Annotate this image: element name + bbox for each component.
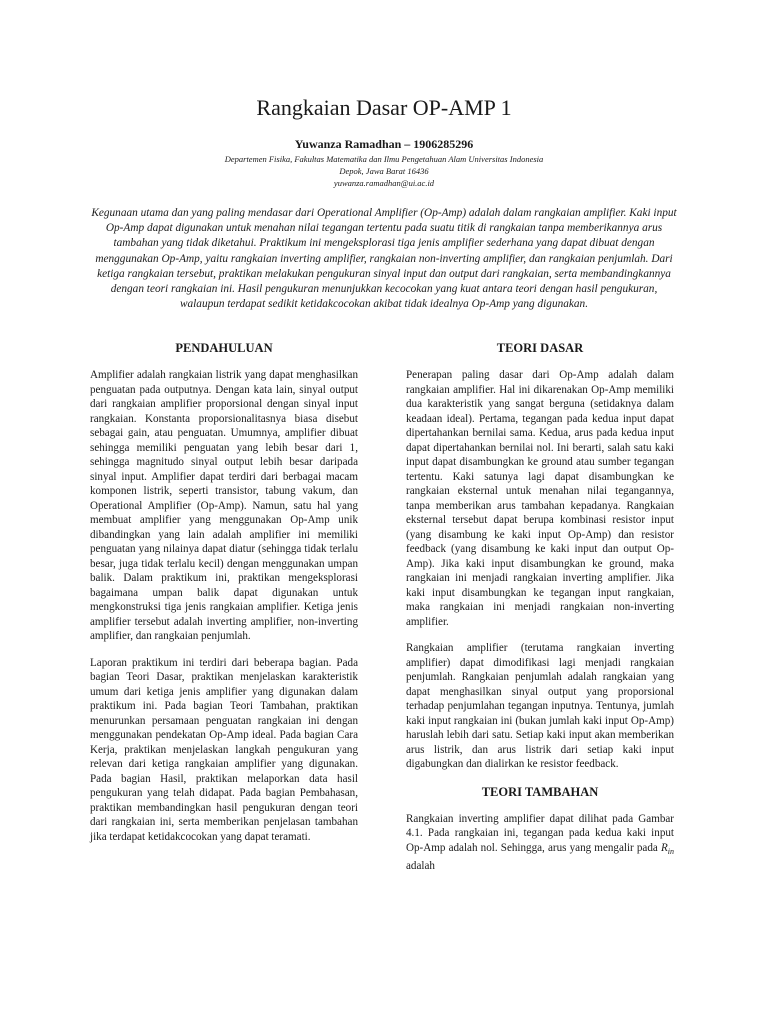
right-column (406, 340, 674, 886)
section-heading-teori-tambahan: TEORI TAMBAHAN (481, 784, 599, 799)
math-symbol-r: R (660, 841, 668, 854)
teori-tambahan-tail: adalah (406, 860, 435, 873)
author-line: Yuwanza Ramadhan – 1906285296 (294, 137, 474, 151)
affiliation-address: Depok, Jawa Barat 16436 (339, 166, 429, 176)
left-column (90, 340, 358, 856)
author-email: yuwanza.ramadhan@ui.ac.id (333, 178, 435, 188)
section-heading-teori-dasar: TEORI DASAR (496, 341, 584, 355)
pendahuluan-paragraph-1: Amplifier adalah rangkaian listrik yang dapat menghasilkan penguatan pada outputnya. Dengan kata lain, sinyal output dari rangkaian amplifier proporsional dengan sinyal input rangkaian. Konstanta proporsionalitasnya biasa disebut sebagai gain, atau penguatan. Umumnya, amplifier dibuat sehingga memiliki penguatan yang lebih besar dari 1, sehingga magnitudo sinyal output lebih besar daripada sinyal input. Amplifier dapat terdiri dari berbagai macam komponen listrik, seperti transistor, tabung vakum, dan Operational Amplifier (Op-Amp). Namun, satu hal yang membuat amplifier yang menggunakan Op-Amp unik dibandingkan yang lain adalah amplifier ini memiliki penguatan yang nilainya dapat diatur (sehingga tidak terlalu besar, juga tidak terlalu kecil) dengan menggunakan umpan balik. Dalam praktikum ini, praktikan mengeksplorasi bagaimana umpan balik dapat digunakan untuk mengkonstruksi tiga jenis rangkaian amplifier. Ketiga jenis amplifier tersebut adalah inverting amplifier, non-inverting amplifier, dan rangkaian penjumlah. (90, 369, 358, 642)
abstract: Kegunaan utama dan yang paling mendasar dari Operational Amplifier (Op-Amp) adalah dalam rangkaian amplifier. Kaki input Op-Amp dapat digunakan untuk menahan nilai tegangan tertentu pada suatu titik di rangkaian tanpa memberikannya arus tambahan yang tidak diketahui. Praktikum ini mengeksplorasi tiga jenis amplifier sederhana yang dapat dibuat dengan menggunakan Op-Amp, yaitu rangkaian inverting amplifier, rangkaian non-inverting amplifier, dan rangkaian penjumlah. Dari ketiga rangkaian tersebut, praktikan melakukan pengukuran sinyal input dan output dari rangkaian, serta membandingkannya dengan teori rangkaian ini. Hasil pengukuran menunjukkan kecocokan yang kuat antara teori dengan hasil pengukuran, walaupun terdapat sedikit ketidakcocokan akibat tidak idealnya Op-Amp yang digunakan. (91, 207, 677, 311)
resistor-in-symbol (661, 842, 674, 854)
pendahuluan-paragraph-2: Laporan praktikum ini terdiri dari beberapa bagian. Pada bagian Teori Dasar, praktikan menjelaskan karakteristik umum dari ketiga jenis amplifier yang digunakan dalam praktikum ini. Pada bagian Teori Tambahan, praktikan menurunkan persamaan penguatan rangkaian ini dengan menggunakan pendekatan Op-Amp ideal. Pada bagian Cara Kerja, praktikan menjelaskan langkah pengukuran yang relevan dari ketiga rangkaian amplifier yang digunakan. Pada bagian Hasil, praktikan melaporkan data hasil pengukuran yang telah didapat. Pada bagian Pembahasan, praktikan membandingkan hasil pengukuran dengan teori dari rangkaian ini, serta memberikan penjelasan tambahan jika terdapat ketidakcocokan yang dapat teramati. (90, 656, 358, 843)
affiliation-block (0, 153, 768, 189)
teori-dasar-paragraph-2: Rangkaian amplifier (terutama rangkaian inverting amplifier) dapat dimodifikasi lagi menjadi rangkaian penjumlah. Rangkaian penjumlah adalah rangkaian yang dapat menghasilkan sinyal output yang proporsional terhadap penjumlahan tegangan inputnya. Tentunya, jumlah kaki input rangkaian ini (bukan jumlah kaki input Op-Amp) haruslah lebih dari satu. Setiap kaki input akan memberikan arus listrik, dan arus listrik dari setiap kaki input digabungkan dan dialirkan ke resistor feedback. (406, 642, 674, 770)
teori-tambahan-paragraph (406, 812, 674, 874)
teori-dasar-paragraph-1: Penerapan paling dasar dari Op-Amp adalah dalam rangkaian amplifier. Hal ini dikarenakan Op-Amp memiliki dua karakteristik yang sangat berguna (setidaknya dalam keadaan ideal). Pertama, tegangan pada kedua input dapat dipertahankan bernilai sama. Kedua, arus pada kedua input dapat dipertahankan bernilai nol. Ini berarti, salah satu kaki input dapat disambungkan ke ground atau sumber tegangan tertentu. Kaki satunya lagi dapat disambungkan ke rangkaian eksternal untuk menahan nilai tegangannya, tanpa memberikan arus tambahan kepadanya. Rangkaian eksternal tersebut dapat berupa kombinasi resistor input (yang disambung ke kaki input Op-Amp) dan resistor feedback (yang disambung ke kaki input dan output Op-Amp). Jika kaki input disambungkan ke ground, maka rangkaian ini menjadi rangkaian inverting amplifier. Jika kaki input disambungkan ke tegangan input rangkaian, maka rangkaian ini menjadi rangkaian non-inverting amplifier. (406, 369, 674, 628)
teori-tambahan-text: Rangkaian inverting amplifier dapat dilihat pada Gambar 4.1. Pada rangkaian ini, tegangan pada kedua kaki input Op-Amp adalah nol. Sehingga, arus yang mengalir pada (406, 812, 674, 854)
math-subscript-in: in (667, 846, 674, 856)
section-heading-pendahuluan: PENDAHULUAN (175, 341, 273, 355)
affiliation-department: Departemen Fisika, Fakultas Matematika dan Ilmu Pengetahuan Alam Universitas Indonesia (224, 154, 544, 164)
paper-title: Rangkaian Dasar OP-AMP 1 (256, 95, 512, 120)
